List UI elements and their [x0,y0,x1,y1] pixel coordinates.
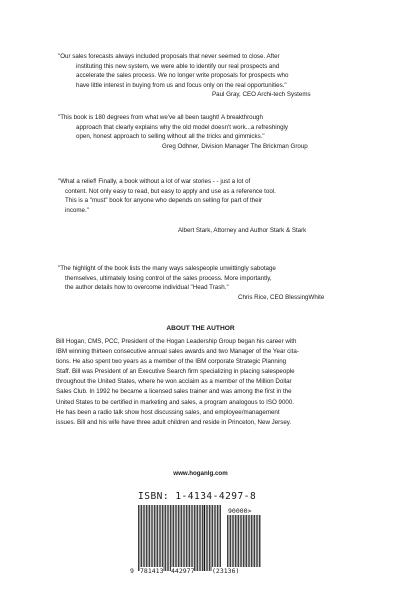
quote-1 [58,52,288,90]
barcode-bar [211,505,212,571]
barcode-bar [248,515,249,567]
barcode-bar [160,505,161,571]
barcode-bar [237,515,238,567]
website-url: www.hoganlg.com [173,470,228,477]
quote-2-attribution: Greg Odhner, Division Manager The Brickman Group [162,143,308,150]
barcode-bar [233,515,234,567]
barcode-bar [243,515,244,567]
barcode-bar [214,505,215,571]
barcode-bar [249,515,250,567]
barcode-addon-digits: 90000> [228,507,252,515]
barcode-bar [254,515,255,567]
isbn-label: ISBN: 1-4134-4297-8 [138,491,257,502]
quote-3-line: income." [65,206,89,214]
barcode-bar [204,505,205,571]
barcode-bar [241,515,242,567]
barcode-bar [256,515,257,567]
barcode-bar [189,505,190,571]
barcode-bar [253,515,254,567]
barcode-bar [219,505,220,571]
barcode-bar [184,505,185,571]
barcode-bar [178,505,179,571]
barcode-bar [212,505,213,571]
barcode-bar [238,515,239,567]
barcode-bar [215,505,216,571]
barcode-code: (23136) [212,567,240,575]
barcode-bar [191,505,192,571]
barcode-bar [156,505,157,571]
quote-3 [58,177,276,215]
bio-line: United States to be certified in marketing and sales, a program analogous to ISO 9000. [56,398,295,406]
quote-2-line: approach that clearly explains why the old model doesn't work...a refreshingly [76,123,289,131]
barcode-bar [170,505,171,571]
bio-line: He has been a radio talk show host discussing sales, and employee/management [56,408,280,416]
bio-line: IBM winning thirteen consecutive annual sales awards and two Manager of the Year cita- [56,348,299,356]
barcode-bar [217,505,218,571]
barcode-bar [229,515,230,567]
barcode-bar [176,505,177,571]
barcode-bar [186,505,187,571]
barcode-bar [141,505,142,571]
quote-2 [58,113,288,142]
barcode-bar [240,515,241,567]
barcode-bar [140,505,141,571]
barcode-right-digits: 442977 [171,567,195,575]
barcode-bar [232,515,233,567]
barcode-bar [245,515,246,567]
barcode-bar [196,505,197,571]
bio-line: throughout the United States, where he won acclaim as a member of the Million Dollar [56,378,292,386]
barcode-main-bars [138,505,221,571]
barcode-bar [227,515,228,567]
barcode-bar [251,515,252,567]
author-bio [56,337,356,428]
quote-1-line: instituting this new system, we were able to identify our real prospects and [76,62,280,70]
barcode-bar [200,505,201,571]
bio-line: issues. Bill and his wife have three adult children and reside in Princeton, New Jersey. [56,418,292,426]
barcode-bar [159,505,160,571]
quote-1-line: "Our sales forecasts always included proposals that never seemed to close. After [58,53,280,60]
barcode-bar [259,515,260,567]
quote-3-attribution: Albert Stark, Attorney and Author Stark & Stark [178,227,307,234]
quote-3-line: "What a relief! Finally, a book without a lot of war stories - - just a lot of [58,178,251,185]
bio-line: Bill Hogan, CMS, PCC, President of the Hogan Leadership Group began his career with [56,338,297,345]
barcode-bar [188,505,189,571]
barcode-bar [151,505,152,571]
barcode-bar [144,505,145,571]
barcode-bar [149,505,150,571]
barcode-bar [175,505,176,571]
quote-2-line: open, honest approach to selling without all the tricks and gimmicks." [76,133,265,140]
barcode-bar [164,505,165,571]
barcode-bar [192,505,193,571]
quote-4-line: "The highlight of the book lists the many ways salespeople unwittingly sabotage [58,265,276,272]
barcode-bar [220,505,221,571]
quote-4-attribution: Chris Rice, CEO BlessingWhite [238,294,325,301]
quote-2-line: "This book is 180 degrees from what we've all been taught! A breakthrough [58,114,263,121]
barcode-bar [167,505,168,571]
barcode-bar [197,505,198,571]
quote-4-line: themselves, ultimately losing control of the sales process. More importantly, [65,274,272,282]
barcode-bar [138,505,139,571]
barcode-bar [194,505,195,571]
barcode-bar [246,515,247,567]
quote-4 [58,264,276,293]
barcode-bar [257,515,258,567]
barcode-bar [207,505,208,571]
barcode-bar [148,505,149,571]
quote-4-line: the author details how to overcome individual "Head Trash." [65,284,229,291]
barcode-addon-bars [227,515,261,567]
bio-line: Sales Club. In 1992 he became a licensed sales trainer and was among the first in the [56,388,292,396]
quote-1-attribution: Paul Gray, CEO Archi-tech Systems [212,91,311,98]
barcode-bar [209,505,210,571]
barcode-bar [152,505,153,571]
barcode-bar [162,505,163,571]
quote-3-line: content. Not only easy to read, but easy to apply and use as a reference tool. [65,187,276,195]
barcode-bar [173,505,174,571]
quote-1-line: have little interest in buying from us and focus only on the real opportunities." [76,81,287,89]
barcode-bar [146,505,147,571]
barcode-bar [157,505,158,571]
bio-line: tions. He also spent two years as a member of the IBM corporate Strategic Planning [56,358,287,366]
barcode-first-digit: 9 [130,567,134,575]
barcode-bar [172,505,173,571]
barcode-bar [202,505,203,571]
barcode-bar [206,505,207,571]
barcode-bar [230,515,231,567]
barcode-bar [154,505,155,571]
barcode-bar [165,505,166,571]
barcode-bar [183,505,184,571]
about-author-heading: ABOUT THE AUTHOR [166,325,235,332]
barcode-bar [235,515,236,567]
barcode-left-digits: 781413 [140,567,164,575]
barcode-bar [143,505,144,571]
barcode-bar [180,505,181,571]
quote-1-line: accelerate the sales process. We no longer write proposals for prospects who [76,72,289,79]
barcode-bar [168,505,169,571]
barcode-bar [199,505,200,571]
isbn-barcode [135,505,263,575]
quote-3-line: This is a "must" book for anyone who depends on selling for part of their [65,197,262,204]
barcode-bar [181,505,182,571]
bio-line: Staff. Bill was President of an Executive Search firm specializing in placing salespeople [56,368,295,376]
